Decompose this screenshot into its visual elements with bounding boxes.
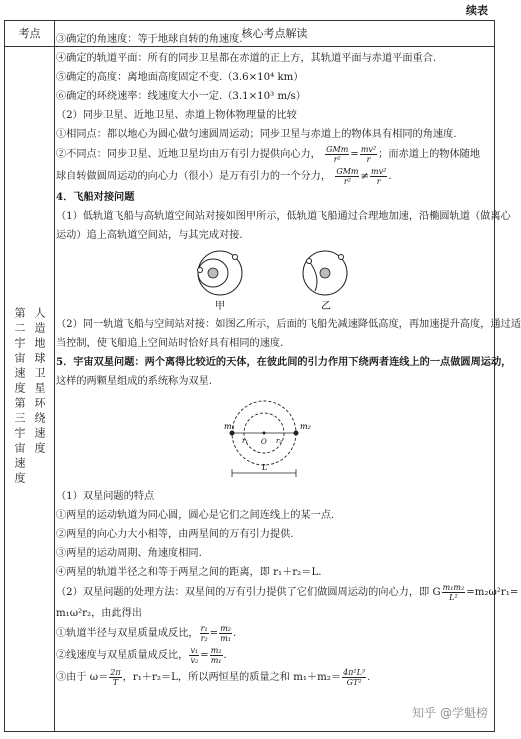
label-r2: r₂ [276, 437, 283, 445]
text-line: m₁ω²r₂，由此得出 [56, 608, 143, 619]
header-col-point: 考点 [5, 21, 55, 47]
formula-fraction: $\frac{\text{mv²}}{r}$ [360, 144, 377, 164]
text-fragment: 球自转做圆周运动的向心力（很小）是万有引力的一个分力， [56, 171, 332, 182]
topic-column [5, 47, 55, 731]
text-line: ⑥确定的环绕速率：线速度大小一定.（3.1×10³ m/s） [56, 91, 306, 102]
diagram-label-jia: 甲 [215, 301, 225, 312]
text-line-formula: （2）双星问题的处理方法：双星间的万有引力提供了它们做圆周运动的向心力，即 G $\frac{\text{m₁m₂}}{\text{L²}}$ =m₂ω²r₁= [56, 582, 519, 602]
text-line-formula: ③由于 ω＝ $\frac{2\pi}{T}$ ，r₁＋r₂＝L，所以两恒星的质量之和 m₁＋m₂＝ $\frac{\text{4π²L³}}{\text{GT²}}$ . [56, 667, 371, 687]
text-line: 当控制，使飞船追上空间站时恰好具有相同的速度. [56, 338, 284, 349]
formula-fraction: $\frac{\text{v₁}}{\text{v₂}}$ [190, 645, 199, 665]
text-line: ③确定的角速度：等于地球自转的角速度. [56, 34, 243, 45]
formula-fraction: $\frac{\text{r₁}}{\text{r₂}}$ [200, 623, 208, 643]
label-r1: r₁ [242, 437, 249, 445]
section-heading: 4．飞船对接问题 [56, 191, 135, 203]
topic-text-b: 第二宇宙速度第三宇宙速度 [13, 307, 26, 487]
text-line: （1）双星问题的特点 [56, 491, 155, 502]
text-line: 这样的两颗星组成的系统称为双星. [56, 376, 213, 387]
text-line: （2）同步卫星、近地卫星、赤道上物体物理量的比较 [56, 110, 297, 121]
diagram-yi [303, 251, 347, 312]
text-line: ③两星的运动周期、角速度相同. [56, 548, 202, 559]
formula-fraction: $\frac{\text{4π²L³}}{\text{GT²}}$ [343, 667, 366, 687]
header-col-explanation: 核心考点解读 [241, 27, 308, 40]
formula-fraction: $\frac{\text{GMm}}{\text{r²}}$ [326, 144, 349, 164]
section-heading: 5．宇宙双星问题：两个离得比较近的天体，在彼此间的引力作用下绕两者连线上的一点做圆周运动， [56, 356, 512, 368]
text-line: （2）同一轨道飞船与空间站对接：如图乙所示，后面的飞船先减速降低高度，再加速提升高度，通过适 [56, 319, 521, 330]
formula-fraction: $\frac{\text{m₁m₂}}{\text{L²}}$ [442, 582, 465, 602]
watermark: 知乎 @学魁榜 [412, 706, 488, 720]
binary-star-diagram [220, 393, 330, 485]
text-line-formula: ①轨道半径与双星质量成反比， $\frac{\text{r₁}}{\text{r₂}}$ = $\frac{\text{m₂}}{\text{m₁}}$ . [56, 623, 237, 643]
text-line: 运动）追上高轨道空间站，与其完成对接. [56, 230, 243, 241]
label-m2: m₂ [300, 422, 311, 431]
text-fragment: ，r₁＋r₂＝L，所以两恒星的质量之和 m₁＋m₂＝ [122, 672, 342, 683]
text-line: ④两星的轨道半径之和等于两星之间的距离，即 r₁＋r₂＝L. [56, 567, 322, 578]
text-fragment: （2）双星问题的处理方法：双星间的万有引力提供了它们做圆周运动的向心力，即 G [56, 587, 441, 598]
text-line-formula: ②线速度与双星质量成反比， $\frac{\text{v₁}}{\text{v₂}}$ = $\frac{\text{m₂}}{\text{m₁}}$ . [56, 645, 227, 665]
text-line-formula: ②不同点：同步卫星、近地卫星均由万有引力提供向心力， $\frac{\text{GMm}}{\text{r²}}$ = $\frac{\text{mv²}}{r}$ ；而赤道上的物体随地 [56, 144, 481, 164]
text-line: ①相同点：都以地心为圆心做匀速圆周运动；同步卫星与赤道上的物体具有相同的角速度. [56, 129, 457, 140]
text-line-formula: 球自转做圆周运动的向心力（很小）是万有引力的一个分力， $\frac{\text{GMm}}{\text{r²}}$ ≠ $\frac{\text{mv²}}{r}$ . [56, 166, 392, 186]
content-area [56, 30, 521, 689]
label-O: O [261, 438, 267, 446]
diagram-jia [198, 251, 243, 312]
text-line: ①两星的运动轨道为同心圆，圆心是它们之间连线上的某一点. [56, 510, 335, 521]
text-line: ⑤确定的高度：离地面高度固定不变.（3.6×10⁴ km） [56, 72, 304, 83]
formula-fraction: $\frac{\text{m₂}}{\text{m₁}}$ [220, 623, 231, 643]
label-L: L [262, 463, 268, 472]
text-line [56, 353, 512, 372]
formula-fraction: $\frac{\text{GMm}}{\text{r²}}$ [336, 166, 359, 186]
text-fragment: ①轨道半径与双星质量成反比， [56, 628, 199, 639]
topic-text-a: 人造地球卫星环绕速度 [33, 307, 46, 457]
text-fragment: ②不同点：同步卫星、近地卫星均由万有引力提供向心力， [56, 149, 321, 160]
text-fragment: ②线速度与双星质量成反比， [56, 650, 189, 661]
formula-fraction: $\frac{\text{mv²}}{r}$ [371, 166, 387, 186]
formula-fraction: $\frac{\text{m₂}}{\text{m₁}}$ [210, 645, 222, 665]
text-fragment: ；而赤道上的物体随地 [378, 149, 481, 160]
formula-fraction: $\frac{2\pi}{T}$ [110, 667, 121, 687]
text-line: （1）低轨道飞船与高轨道空间站对接如图甲所示，低轨道飞船通过合理地加速，沿椭圆轨道（做离心 [56, 211, 511, 222]
text-line: ④确定的轨道平面：所有的同步卫星都在赤道的正上方，其轨道平面与赤道平面重合. [56, 53, 437, 64]
top-note: 续表 [466, 4, 488, 17]
diagram-label-yi: 乙 [321, 301, 331, 312]
text-line: ②两星的向心力大小相等，由两星间的万有引力提供. [56, 529, 294, 540]
docking-diagram [175, 247, 375, 313]
label-m1: m₁ [224, 422, 235, 431]
text-fragment: ③由于 ω＝ [56, 672, 109, 683]
